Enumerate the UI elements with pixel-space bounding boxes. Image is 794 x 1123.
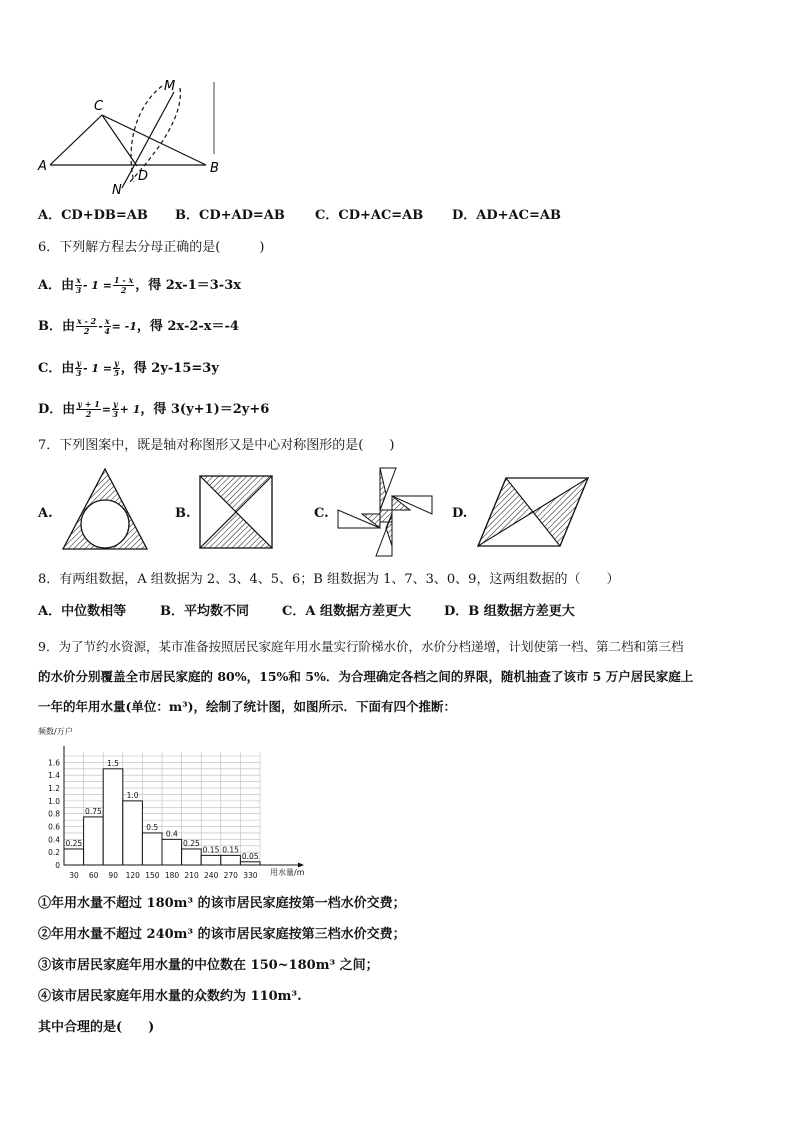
q6-option-d[interactable]: D．由 $\frac{y + 1}{2}$ = $\frac{y}{3}$ + 1，得 3(y+1)＝2y+6 bbox=[38, 399, 270, 419]
y-tick-label: 1.4 bbox=[48, 771, 60, 781]
q7-figure-d[interactable] bbox=[476, 476, 590, 548]
q7-figure-c[interactable] bbox=[336, 466, 436, 558]
q5-option-c[interactable]: C．CD+AC=AB bbox=[315, 208, 424, 223]
q5-figure bbox=[34, 78, 224, 198]
q9-line-2: 的水价分别覆盖全市居民家庭的 80%，15%和 5%．为合理确定各档之间的界限，随机抽查了该市 5 万户居民家庭上 bbox=[38, 669, 694, 684]
q7-label-c[interactable]: C. bbox=[314, 506, 329, 521]
y-tick-label: 1.6 bbox=[48, 758, 60, 768]
x-tick-label: 240 bbox=[204, 871, 219, 880]
q9-line-1: 9．为了节约水资源，某市准备按照居民家庭年用水量实行阶梯水价，水价分档递增，计划使第一档、第二档和第三档 bbox=[38, 639, 684, 654]
y-axis-label: 频数/万户 bbox=[38, 727, 73, 736]
q7-figure-a[interactable] bbox=[60, 466, 150, 552]
bar-value-label: 0.25 bbox=[183, 838, 200, 848]
bar-value-label: 0.25 bbox=[65, 838, 83, 848]
x-tick-label: 30 bbox=[69, 871, 79, 880]
bar-value-label: 0.15 bbox=[222, 845, 239, 855]
q5-option-d[interactable]: D．AD+AC=AB bbox=[452, 208, 561, 223]
q5-option-a[interactable]: A．CD+DB=AB bbox=[38, 208, 148, 223]
point-a-label: A bbox=[38, 159, 47, 174]
q8-option-b[interactable]: B．平均数不同 bbox=[160, 604, 249, 619]
histogram-bar bbox=[162, 839, 182, 865]
bar-value-label: 0.05 bbox=[241, 851, 259, 861]
q5-option-b[interactable]: B．CD+AD=AB bbox=[175, 208, 285, 223]
bar-value-label: 1.5 bbox=[107, 758, 119, 768]
x-tick-label: 270 bbox=[223, 871, 238, 880]
histogram-bar bbox=[84, 817, 104, 865]
histogram-bar bbox=[123, 801, 143, 865]
q7-label-d[interactable]: D. bbox=[452, 506, 468, 521]
q6-stem: 6．下列解方程去分母正确的是( ) bbox=[38, 240, 265, 255]
bar-value-label: 0.5 bbox=[146, 822, 159, 832]
point-n-label: N bbox=[112, 183, 122, 198]
q9-statement-2: ②年用水量不超过 240m³ 的该市居民家庭按第三档水价交费； bbox=[38, 927, 406, 942]
histogram-bar bbox=[221, 855, 241, 865]
q6-option-c[interactable]: C．由 $\frac{y}{3}$ - 1 = $\frac{y}{5}$ ，得 2y-15=3y bbox=[38, 358, 219, 378]
bar-value-label: 0.15 bbox=[202, 845, 220, 855]
x-tick-label: 210 bbox=[184, 871, 199, 880]
histogram-bar bbox=[201, 855, 221, 865]
q7-label-b[interactable]: B. bbox=[175, 506, 191, 521]
y-tick-label: 0.2 bbox=[48, 848, 60, 858]
histogram-bar bbox=[142, 833, 162, 865]
q9-line-3: 一年的年用水量(单位：m³)，绘制了统计图，如图所示．下面有四个推断： bbox=[38, 699, 457, 714]
x-tick-label: 90 bbox=[108, 871, 118, 880]
x-tick-label: 60 bbox=[88, 871, 99, 880]
histogram-bar bbox=[103, 769, 123, 865]
x-axis-label: 用水量/m bbox=[270, 868, 305, 877]
point-m-label: M bbox=[164, 79, 176, 94]
point-c-label: C bbox=[94, 99, 104, 114]
point-d-label: D bbox=[138, 169, 149, 184]
histogram-bar bbox=[182, 849, 202, 865]
y-tick-label: 0.8 bbox=[48, 809, 60, 819]
x-tick-label: 330 bbox=[243, 871, 258, 880]
q9-statement-3: ③该市居民家庭年用水量的中位数在 150~180m³ 之间； bbox=[38, 958, 379, 973]
x-axis-arrow bbox=[298, 863, 304, 868]
q6-option-b[interactable]: B．由 $\frac{x - 2}{2}$ - $\frac{x}{4}$ = -1，得 2x-2-x＝-4 bbox=[38, 316, 239, 336]
q8-option-c[interactable]: C．A 组数据方差更大 bbox=[282, 604, 411, 619]
q7-figure-b[interactable] bbox=[198, 474, 274, 550]
x-tick-label: 120 bbox=[125, 871, 140, 880]
q7-stem: 7．下列图案中，既是轴对称图形又是中心对称图形的是( ) bbox=[38, 438, 395, 453]
bar-value-label: 0.75 bbox=[85, 806, 102, 816]
y-tick-label: 0.6 bbox=[48, 822, 60, 832]
y-tick-label: 1.2 bbox=[48, 784, 60, 794]
q8-option-a[interactable]: A．中位数相等 bbox=[38, 604, 127, 619]
y-tick-label: 0 bbox=[55, 861, 60, 870]
histogram-bar bbox=[240, 862, 260, 865]
point-b-label: B bbox=[210, 161, 219, 176]
water-usage-histogram bbox=[36, 722, 316, 884]
q8-option-d[interactable]: D．B 组数据方差更大 bbox=[444, 604, 575, 619]
q9-statement-4: ④该市居民家庭年用水量的众数约为 110m³. bbox=[38, 989, 302, 1004]
bar-value-label: 0.4 bbox=[165, 829, 178, 839]
q8-stem: 8．有两组数据，A 组数据为 2、3、4、5、6；B 组数据为 1、7、3、0、9，这两组数据的（ ） bbox=[38, 572, 620, 587]
y-tick-label: 0.4 bbox=[48, 835, 60, 845]
y-tick-label: 1.0 bbox=[48, 796, 60, 806]
x-tick-label: 150 bbox=[145, 871, 160, 880]
q7-label-a[interactable]: A. bbox=[38, 506, 53, 521]
bar-value-label: 1.0 bbox=[126, 790, 139, 800]
q9-ask: 其中合理的是( ) bbox=[38, 1020, 155, 1035]
x-tick-label: 180 bbox=[164, 871, 180, 880]
q6-option-a[interactable]: A．由 $\frac{x}{3}$ - 1 = $\frac{1 - x}{2}$ ，得 2x-1＝3-3x bbox=[38, 275, 241, 295]
q9-statement-1: ①年用水量不超过 180m³ 的该市居民家庭按第一档水价交费； bbox=[38, 896, 406, 911]
histogram-bar bbox=[64, 849, 84, 865]
